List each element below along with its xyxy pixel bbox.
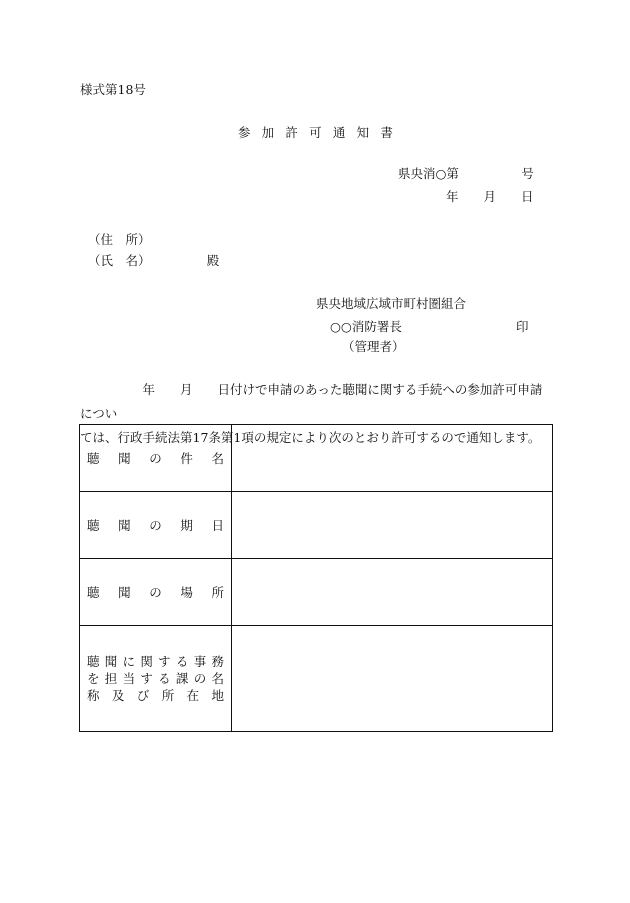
hearing-date-label: 聴聞の期日 [87,518,224,533]
hearing-info-table [79,424,553,732]
table-row [80,626,553,732]
recipient-name-label: （氏 名） 殿 [88,253,220,268]
responsible-section-value[interactable] [232,626,553,732]
hearing-place-label: 聴聞の場所 [87,585,224,600]
responsible-section-label-cell [80,626,232,732]
hearing-date-value[interactable] [232,492,553,559]
responsible-section-label-line-1: 聴聞に関する事務 [87,654,224,669]
form-number: 様式第18号 [80,82,146,97]
reference-date: 年 月 日 [446,189,534,204]
hearing-subject-label-cell [80,425,232,492]
hearing-place-value[interactable] [232,559,553,626]
hearing-subject-value[interactable] [232,425,553,492]
table-row [80,559,553,626]
responsible-section-label-line-3: 称及び所在地 [87,688,224,703]
recipient-address-label: （住 所） [88,232,151,247]
document-title: 参加許可通知書 [237,125,405,140]
administrator-label: （管理者） [342,339,405,354]
notice-body-line-1: 年 月 日付けで申請のあった聴聞に関する手続への参加許可申請につい [80,382,543,421]
issuer-title: ○○消防署長 [330,319,402,334]
seal-mark: 印 [516,319,529,334]
reference-number: 県央消○第 号 [398,166,534,181]
issuer-organization: 県央地域広域市町村圏組合 [316,296,467,311]
table-row [80,425,553,492]
responsible-section-label-line-2: を担当する課の名 [87,671,224,686]
notice-body-line-2: ては、行政手続法第17条第1項の規定により次のとおり許可するので通知します。 [80,430,541,445]
hearing-date-label-cell [80,492,232,559]
table-row [80,492,553,559]
hearing-place-label-cell [80,559,232,626]
hearing-subject-label: 聴聞の件名 [87,451,224,466]
